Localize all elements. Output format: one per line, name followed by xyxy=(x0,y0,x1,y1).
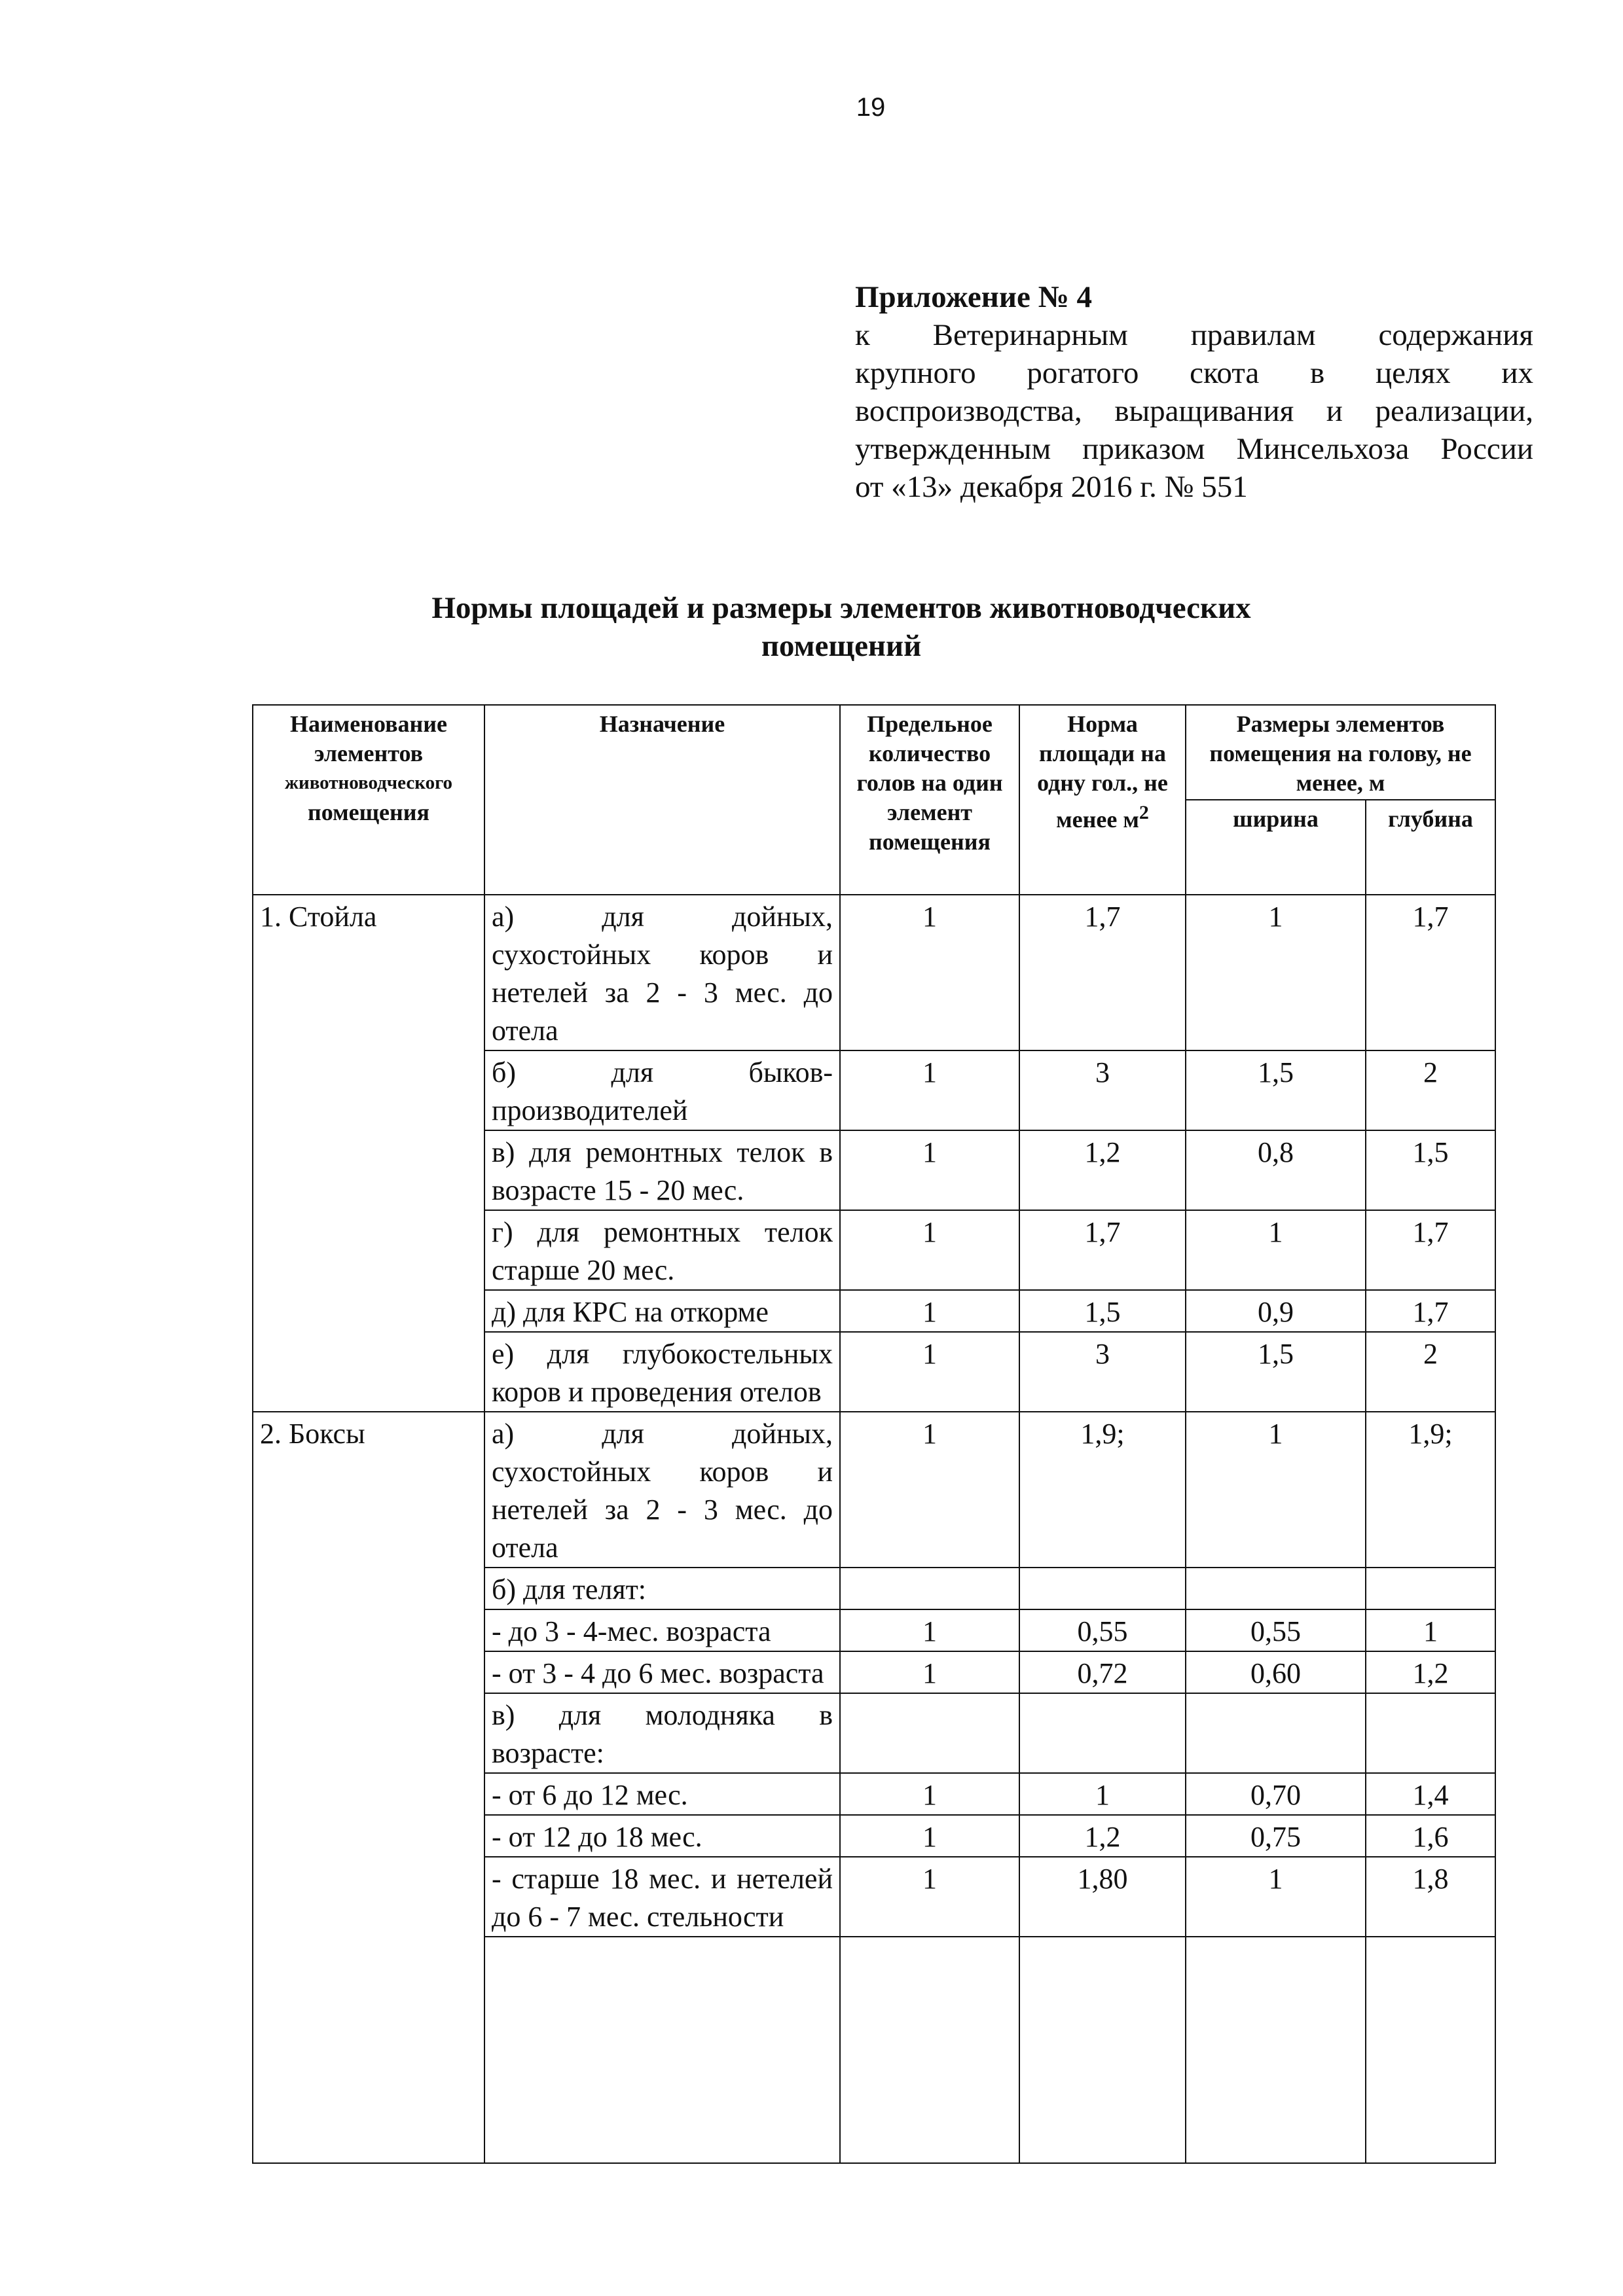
table-row xyxy=(253,895,1495,1050)
header-area-norm xyxy=(1019,705,1186,895)
header-text: животноводческого xyxy=(284,772,453,793)
norms-table xyxy=(252,704,1496,2164)
area-cell xyxy=(1019,1937,1186,2163)
area-cell: 0,55 xyxy=(1019,1609,1186,1651)
table-row xyxy=(253,1412,1495,1568)
document-title-line: помещений xyxy=(761,629,922,663)
purpose-cell: е) для глубокостельных коров и проведения отелов xyxy=(484,1332,840,1412)
width-cell: 0,70 xyxy=(1186,1773,1366,1815)
max-heads-cell: 1 xyxy=(840,1130,1019,1210)
max-heads-cell: 1 xyxy=(840,1412,1019,1568)
table-header xyxy=(253,705,1495,895)
depth-cell: 2 xyxy=(1366,1332,1495,1412)
header-text: элементов xyxy=(314,740,424,766)
appendix-line: от «13» декабря 2016 г. № 551 xyxy=(855,470,1248,504)
area-cell xyxy=(1019,1568,1186,1609)
width-cell: 0,75 xyxy=(1186,1815,1366,1857)
appendix-line: воспроизводства, выращивания и реализации, xyxy=(855,394,1533,428)
depth-cell xyxy=(1366,1937,1495,2163)
appendix-line: утвержденным приказом Минсельхоза России xyxy=(855,432,1533,466)
max-heads-cell: 1 xyxy=(840,1651,1019,1693)
area-cell: 0,72 xyxy=(1019,1651,1186,1693)
purpose-cell: - старше 18 мес. и нетелей до 6 - 7 мес. стельности xyxy=(484,1857,840,1937)
header-depth: глубина xyxy=(1366,800,1495,895)
depth-cell: 1,8 xyxy=(1366,1857,1495,1937)
max-heads-cell: 1 xyxy=(840,1857,1019,1937)
header-dimensions: Размеры элементов помещения на голову, не менее, м xyxy=(1186,705,1495,800)
width-cell: 0,60 xyxy=(1186,1651,1366,1693)
header-purpose: Назначение xyxy=(484,705,840,895)
max-heads-cell: 1 xyxy=(840,1290,1019,1332)
max-heads-cell: 1 xyxy=(840,1332,1019,1412)
depth-cell xyxy=(1366,1568,1495,1609)
width-cell xyxy=(1186,1693,1366,1773)
purpose-cell: д) для КРС на откорме xyxy=(484,1290,840,1332)
max-heads-cell: 1 xyxy=(840,1773,1019,1815)
area-cell xyxy=(1019,1693,1186,1773)
depth-cell: 1,7 xyxy=(1366,1210,1495,1290)
max-heads-cell xyxy=(840,1693,1019,1773)
depth-cell: 1,5 xyxy=(1366,1130,1495,1210)
depth-cell: 1,4 xyxy=(1366,1773,1495,1815)
area-cell: 3 xyxy=(1019,1050,1186,1130)
max-heads-cell: 1 xyxy=(840,895,1019,1050)
area-cell: 1,5 xyxy=(1019,1290,1186,1332)
purpose-cell: а) для дойных, сухостойных коров и нетелей за 2 - 3 мес. до отела xyxy=(484,895,840,1050)
header-text: Норма площади на одну гол., не менее м xyxy=(1037,711,1168,833)
area-cell: 1,9; xyxy=(1019,1412,1186,1568)
purpose-cell: - до 3 - 4-мес. возраста xyxy=(484,1609,840,1651)
purpose-cell: - от 12 до 18 мес. xyxy=(484,1815,840,1857)
width-cell xyxy=(1186,1568,1366,1609)
area-cell: 1,7 xyxy=(1019,1210,1186,1290)
element-name-cell: 2. Боксы xyxy=(253,1412,484,2163)
header-text: помещения xyxy=(308,799,429,825)
appendix-line: к Ветеринарным правилам содержания xyxy=(855,318,1533,352)
width-cell xyxy=(1186,1937,1366,2163)
header-text: Наименование xyxy=(290,711,447,737)
document-title xyxy=(367,589,1316,665)
header-width: ширина xyxy=(1186,800,1366,895)
max-heads-cell: 1 xyxy=(840,1815,1019,1857)
area-cell: 1,80 xyxy=(1019,1857,1186,1937)
area-cell: 3 xyxy=(1019,1332,1186,1412)
width-cell: 1,5 xyxy=(1186,1050,1366,1130)
purpose-cell: а) для дойных, сухостойных коров и нетелей за 2 - 3 мес. до отела xyxy=(484,1412,840,1568)
max-heads-cell: 1 xyxy=(840,1210,1019,1290)
width-cell: 1 xyxy=(1186,1412,1366,1568)
appendix-block xyxy=(855,278,1533,506)
depth-cell: 1 xyxy=(1366,1609,1495,1651)
width-cell: 0,9 xyxy=(1186,1290,1366,1332)
area-cell: 1,2 xyxy=(1019,1130,1186,1210)
purpose-cell: - от 3 - 4 до 6 мес. возраста xyxy=(484,1651,840,1693)
depth-cell: 1,9; xyxy=(1366,1412,1495,1568)
max-heads-cell: 1 xyxy=(840,1609,1019,1651)
area-cell: 1 xyxy=(1019,1773,1186,1815)
width-cell: 1 xyxy=(1186,895,1366,1050)
depth-cell: 1,6 xyxy=(1366,1815,1495,1857)
page-number: 19 xyxy=(856,93,886,122)
purpose-cell: в) для ремонтных телок в возрасте 15 - 20 мес. xyxy=(484,1130,840,1210)
appendix-title: Приложение № 4 xyxy=(855,280,1093,314)
width-cell: 0,55 xyxy=(1186,1609,1366,1651)
max-heads-cell xyxy=(840,1568,1019,1609)
width-cell: 1 xyxy=(1186,1857,1366,1937)
area-cell: 1,2 xyxy=(1019,1815,1186,1857)
max-heads-cell xyxy=(840,1937,1019,2163)
element-name-cell: 1. Стойла xyxy=(253,895,484,1412)
width-cell: 0,8 xyxy=(1186,1130,1366,1210)
depth-cell: 1,7 xyxy=(1366,895,1495,1050)
purpose-cell: г) для ремонтных телок старше 20 мес. xyxy=(484,1210,840,1290)
max-heads-cell: 1 xyxy=(840,1050,1019,1130)
depth-cell: 1,2 xyxy=(1366,1651,1495,1693)
purpose-cell: в) для молодняка в возрасте: xyxy=(484,1693,840,1773)
width-cell: 1,5 xyxy=(1186,1332,1366,1412)
table-body xyxy=(253,895,1495,2163)
purpose-cell xyxy=(484,1937,840,2163)
header-superscript: 2 xyxy=(1139,802,1149,823)
purpose-cell: б) для быков-производителей xyxy=(484,1050,840,1130)
header-element-name xyxy=(253,705,484,895)
header-max-heads: Предельное количество голов на один элемент помещения xyxy=(840,705,1019,895)
width-cell: 1 xyxy=(1186,1210,1366,1290)
document-title-line: Нормы площадей и размеры элементов животноводческих xyxy=(431,591,1251,625)
purpose-cell: - от 6 до 12 мес. xyxy=(484,1773,840,1815)
area-cell: 1,7 xyxy=(1019,895,1186,1050)
depth-cell: 1,7 xyxy=(1366,1290,1495,1332)
purpose-cell: б) для телят: xyxy=(484,1568,840,1609)
depth-cell xyxy=(1366,1693,1495,1773)
depth-cell: 2 xyxy=(1366,1050,1495,1130)
appendix-line: крупного рогатого скота в целях их xyxy=(855,356,1533,390)
